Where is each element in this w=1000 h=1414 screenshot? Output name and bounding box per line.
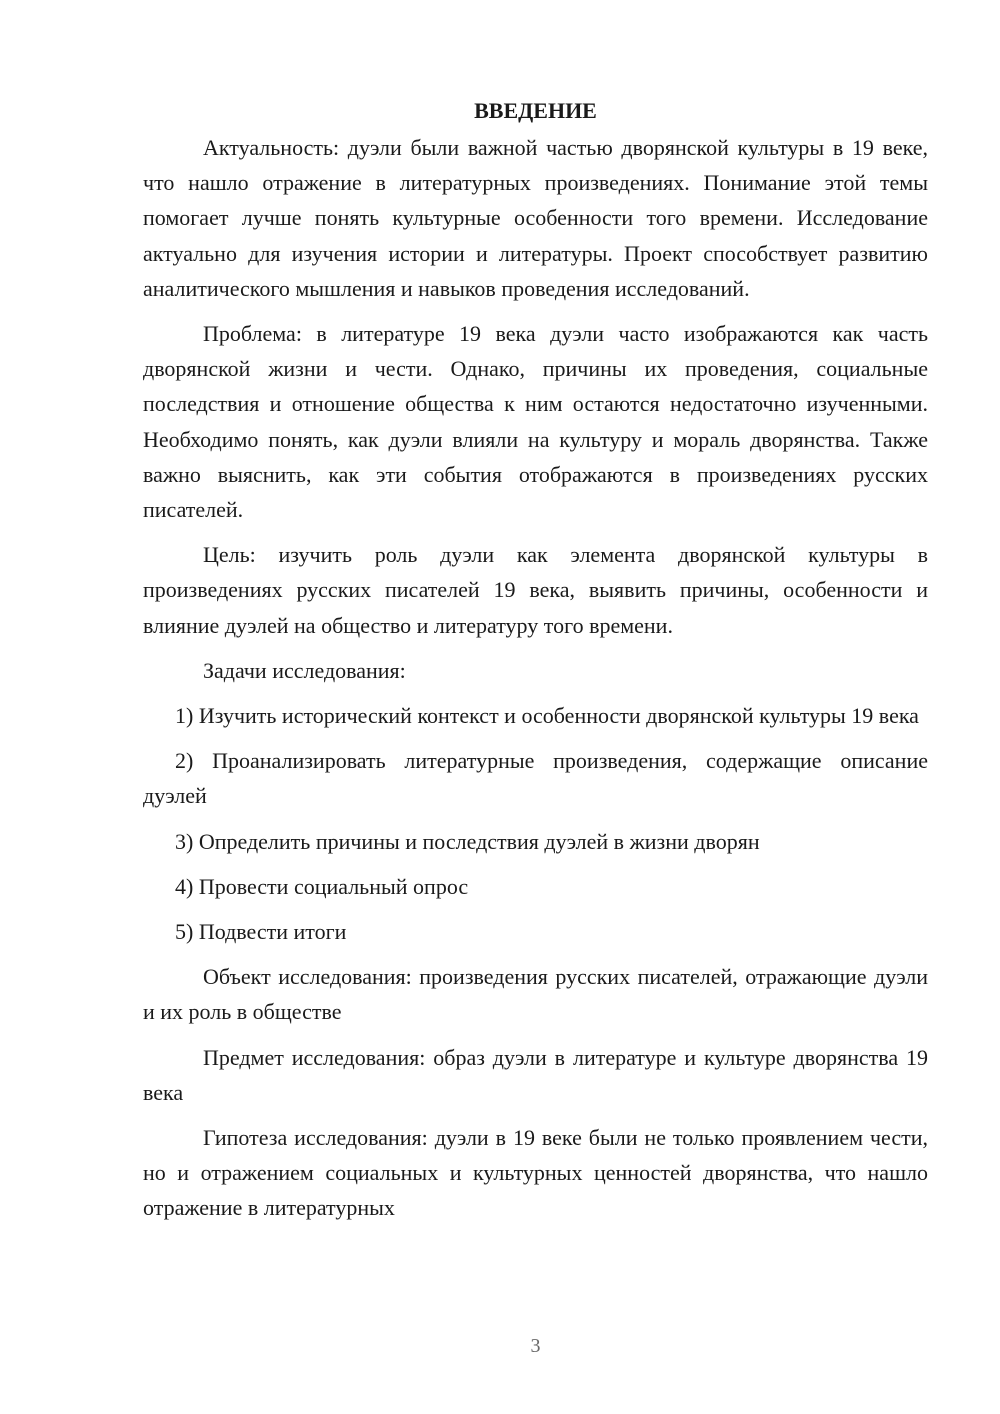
page-number: 3 bbox=[530, 1335, 541, 1357]
paragraph-hypothesis: Гипотеза исследования: дуэли в 19 веке были не только проявлением чести, но и отражением социальных и культурных ценностей дворянства, что нашло отражение в литературных bbox=[143, 1125, 928, 1221]
paragraph-relevance: Актуальность: дуэли были важной частью дворянской культуры в 19 веке, что нашло отражение в литературных произведениях. Понимание этой темы помогает лучше понять культурные особенности того времени. Исследование актуально для изучения истории и литературы. Проект способствует развитию аналитического мышления и навыков проведения исследований. bbox=[143, 135, 928, 301]
paragraph-subject: Предмет исследования: образ дуэли в литературе и культуре дворянства 19 века bbox=[143, 1044, 928, 1105]
task-item-3: 3) Определить причины и последствия дуэлей в жизни дворян bbox=[175, 828, 760, 854]
document-page bbox=[143, 96, 928, 1236]
task-item-5: 5) Подвести итоги bbox=[175, 919, 347, 945]
paragraph-goal: Цель: изучить роль дуэли как элемента дворянской культуры в произведениях русских писателей 19 века, выявить причины, особенности и влияние дуэлей на общество и литературу того времени. bbox=[143, 542, 928, 638]
task-item-4: 4) Провести социальный опрос bbox=[175, 873, 469, 899]
paragraph-tasks-heading: Задачи исследования: bbox=[203, 657, 406, 683]
paragraph-problem: Проблема: в литературе 19 века дуэли часто изображаются как часть дворянской жизни и чести. Однако, причины их проведения, социальные последствия и отношение общества к ним остаются недостаточно изученными. Необходимо понять, как дуэли влияли на культуру и мораль дворянства. Также важно выяснить, как эти события отображаются в произведениях русских писателей. bbox=[143, 321, 928, 523]
paragraph-object: Объект исследования: произведения русских писателей, отражающие дуэли и их роль в обществе bbox=[143, 964, 928, 1025]
task-item-2: 2) Проанализировать литературные произведения, содержащие описание дуэлей bbox=[143, 748, 928, 809]
task-item-1: 1) Изучить исторический контекст и особенности дворянской культуры 19 века bbox=[175, 703, 919, 729]
section-title: ВВЕДЕНИЕ bbox=[474, 98, 597, 123]
